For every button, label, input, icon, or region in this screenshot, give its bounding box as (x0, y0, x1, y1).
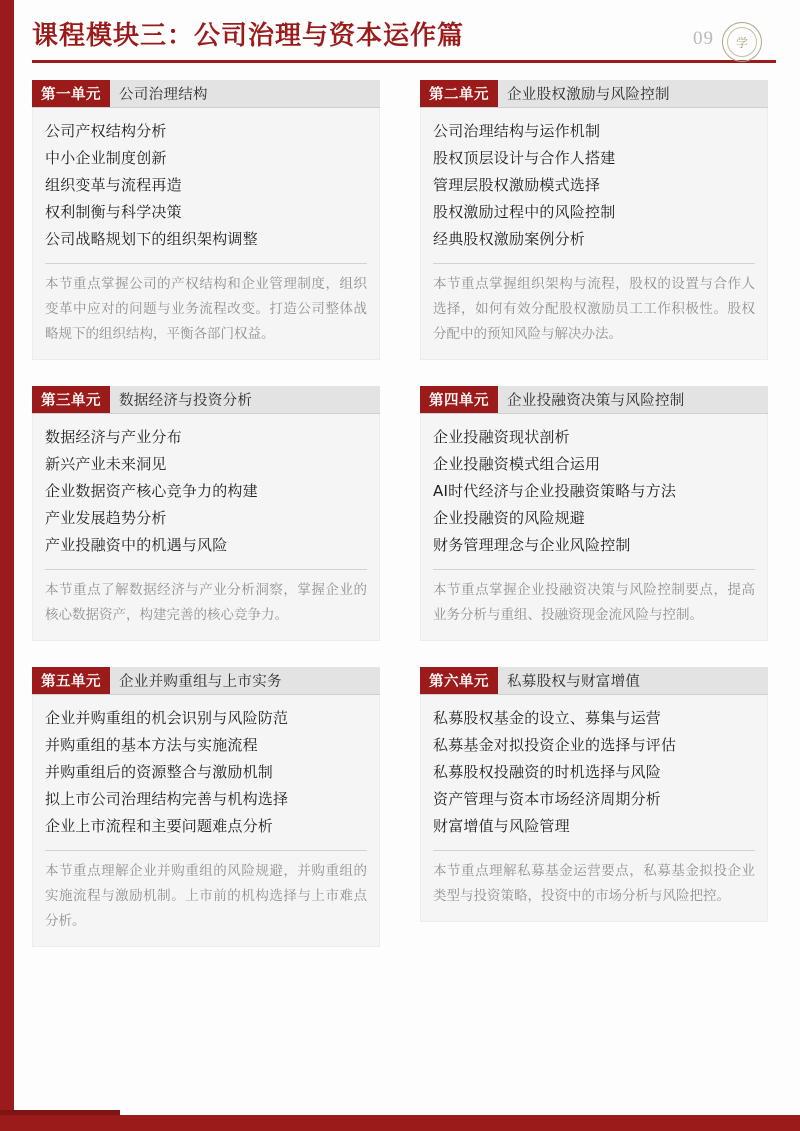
unit-topic: 资产管理与资本市场经济周期分析 (433, 790, 662, 808)
unit-topic: 私募股权基金的设立、募集与运营 (433, 709, 662, 727)
unit-card (420, 386, 768, 641)
page-title: 课程模块三：公司治理与资本运作篇 (32, 21, 465, 51)
unit-topic: 公司产权结构分析 (45, 122, 167, 140)
unit-topic: 股权顶层设计与合作人搭建 (433, 149, 616, 167)
unit-topic: 中小企业制度创新 (45, 149, 167, 167)
header-divider (32, 60, 776, 63)
unit-card (420, 667, 768, 947)
unit-card (32, 386, 380, 641)
unit-header (32, 80, 380, 108)
unit-tag: 第五单元 (32, 667, 110, 694)
unit-topic: 私募基金对拟投资企业的选择与评估 (433, 736, 677, 754)
unit-topic: 经典股权激励案例分析 (433, 230, 586, 248)
unit-topic: 企业投融资的风险规避 (433, 509, 586, 527)
unit-tag: 第六单元 (420, 667, 498, 694)
logo-inner-text: 学 (727, 27, 757, 57)
unit-divider (433, 850, 755, 851)
unit-body (32, 108, 380, 360)
unit-title: 公司治理结构 (119, 87, 208, 103)
unit-body (420, 695, 768, 922)
unit-topic: 组织变革与流程再造 (45, 176, 182, 194)
unit-summary: 本节重点掌握组织架构与流程，股权的设置与合作人选择，如何有效分配股权激励员工工作积极性。股权分配中的预知风险与解决办法。 (433, 276, 755, 342)
unit-topic: 财富增值与风险管理 (433, 817, 570, 835)
unit-title: 数据经济与投资分析 (119, 393, 253, 409)
unit-topic: 财务管理理念与企业风险控制 (433, 536, 631, 554)
unit-topic: 新兴产业未来洞见 (45, 455, 167, 473)
institution-logo (722, 22, 762, 62)
unit-topic: 并购重组的基本方法与实施流程 (45, 736, 258, 754)
unit-topic: 企业上市流程和主要问题难点分析 (45, 817, 274, 835)
bottom-red-bar-accent (0, 1110, 120, 1115)
unit-card-grid (32, 80, 768, 947)
unit-topic: 企业投融资现状剖析 (433, 428, 570, 446)
unit-summary: 本节重点掌握企业投融资决策与风险控制要点，提高业务分析与重组、投融资现金流风险与控制。 (433, 582, 755, 623)
unit-title: 私募股权与财富增值 (507, 674, 641, 690)
unit-summary: 本节重点理解私募基金运营要点，私募基金拟投企业类型与投资策略，投资中的市场分析与风险把控。 (433, 863, 755, 904)
unit-body (32, 414, 380, 641)
unit-tag: 第四单元 (420, 386, 498, 413)
left-red-bar (0, 0, 14, 1131)
unit-title: 企业并购重组与上市实务 (119, 674, 282, 690)
unit-summary: 本节重点理解企业并购重组的风险规避，并购重组的实施流程与激励机制。上市前的机构选择与上市难点分析。 (45, 863, 367, 929)
unit-topic: 产业发展趋势分析 (45, 509, 167, 527)
unit-body (420, 414, 768, 641)
unit-topic: 管理层股权激励模式选择 (433, 176, 601, 194)
unit-divider (433, 263, 755, 264)
unit-topic: 企业并购重组的机会识别与风险防范 (45, 709, 289, 727)
unit-header (420, 667, 768, 695)
unit-topic: 私募股权投融资的时机选择与风险 (433, 763, 662, 781)
unit-topic: 公司治理结构与运作机制 (433, 122, 601, 140)
unit-topic: 拟上市公司治理结构完善与机构选择 (45, 790, 289, 808)
unit-body (420, 108, 768, 360)
unit-divider (45, 850, 367, 851)
unit-summary: 本节重点掌握公司的产权结构和企业管理制度，组织变革中应对的问题与业务流程改变。打造公司整体战略规下的组织结构，平衡各部门权益。 (45, 276, 367, 342)
bottom-red-bar (0, 1115, 800, 1131)
page-number: 09 (693, 28, 714, 49)
unit-divider (45, 263, 367, 264)
unit-tag: 第二单元 (420, 80, 498, 107)
unit-card (32, 667, 380, 947)
unit-header (420, 80, 768, 108)
unit-topic: 权利制衡与科学决策 (45, 203, 182, 221)
unit-card (420, 80, 768, 360)
unit-divider (45, 569, 367, 570)
unit-title: 企业投融资决策与风险控制 (507, 393, 685, 409)
unit-tag: 第三单元 (32, 386, 110, 413)
unit-topic: 企业投融资模式组合运用 (433, 455, 601, 473)
unit-body (32, 695, 380, 947)
unit-summary: 本节重点了解数据经济与产业分析洞察，掌握企业的核心数据资产，构建完善的核心竞争力。 (45, 582, 367, 623)
unit-topic: 公司战略规划下的组织架构调整 (45, 230, 258, 248)
unit-header (32, 667, 380, 695)
unit-card (32, 80, 380, 360)
unit-topic: AI时代经济与企业投融资策略与方法 (433, 482, 677, 500)
unit-topic: 并购重组后的资源整合与激励机制 (45, 763, 274, 781)
unit-divider (433, 569, 755, 570)
unit-topic: 产业投融资中的机遇与风险 (45, 536, 228, 554)
unit-topic: 企业数据资产核心竞争力的构建 (45, 482, 258, 500)
page-header (32, 16, 776, 62)
unit-tag: 第一单元 (32, 80, 110, 107)
unit-topic: 股权激励过程中的风险控制 (433, 203, 616, 221)
unit-header (32, 386, 380, 414)
unit-header (420, 386, 768, 414)
unit-topic: 数据经济与产业分布 (45, 428, 182, 446)
unit-title: 企业股权激励与风险控制 (507, 87, 670, 103)
